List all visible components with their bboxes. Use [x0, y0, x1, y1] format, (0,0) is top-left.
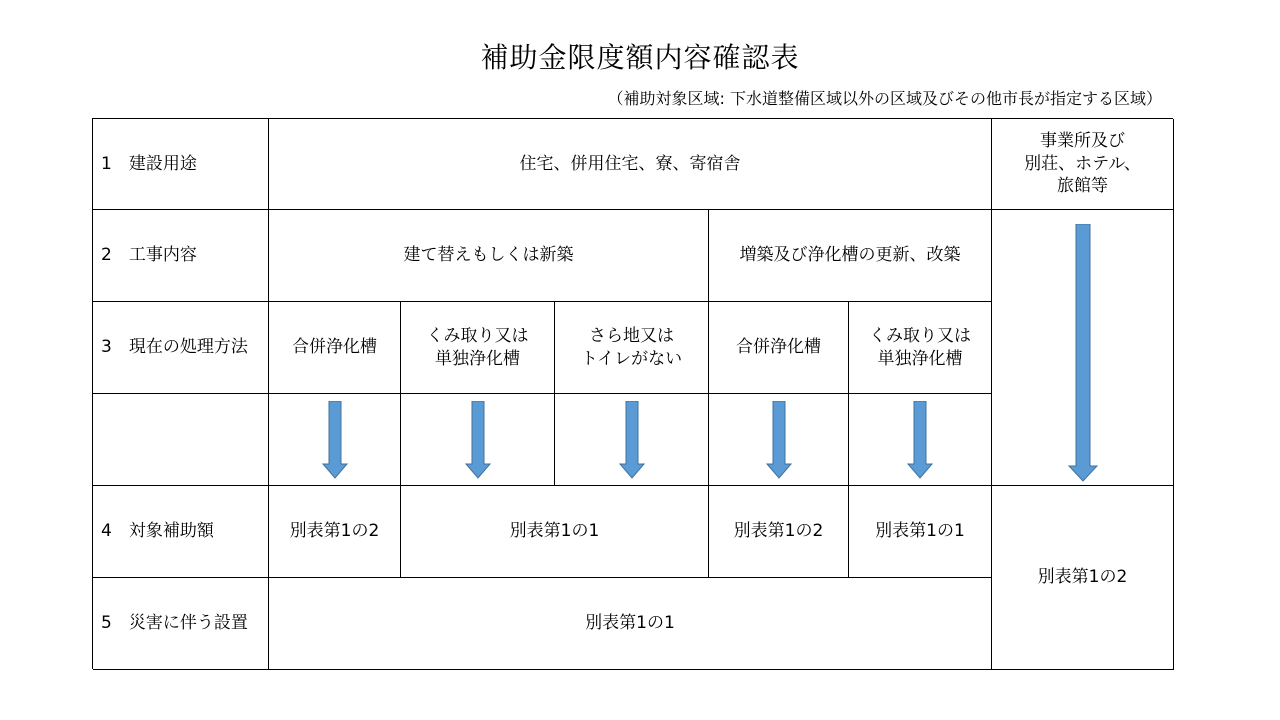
row1-building-use: 住宅、併用住宅、寮、寄宿舎	[269, 119, 992, 210]
row3-col3: さら地又は トイレがない	[555, 302, 709, 394]
down-arrow-icon	[992, 210, 1173, 485]
confirmation-table	[92, 118, 1173, 669]
row1-label: 1 建設用途	[93, 119, 269, 210]
row4-col23: 別表第1の1	[401, 486, 709, 578]
row4-col1: 別表第1の2	[269, 486, 401, 578]
row4-label: 4 対象補助額	[93, 486, 269, 578]
row3-col2: くみ取り又は 単独浄化槽	[401, 302, 555, 394]
business-arrow-cell	[992, 210, 1174, 486]
row3-col5: くみ取り又は 単独浄化槽	[849, 302, 992, 394]
row2-label: 2 工事内容	[93, 210, 269, 302]
down-arrow-icon	[559, 394, 704, 485]
arrow-cell-1	[269, 394, 401, 486]
arrow-cell-3	[555, 394, 709, 486]
row3-col4: 合併浄化槽	[709, 302, 849, 394]
page-subtitle: （補助対象区域: 下水道整備区域以外の区域及びその他市長が指定する区域）	[607, 89, 1162, 108]
row5-disaster-subsidy: 別表第1の1	[269, 578, 992, 670]
down-arrow-icon	[853, 394, 987, 485]
row3-col1: 合併浄化槽	[269, 302, 401, 394]
row4-col5: 別表第1の1	[849, 486, 992, 578]
business-subsidy: 別表第1の2	[992, 486, 1174, 670]
row4-col4: 別表第1の2	[709, 486, 849, 578]
row3-label: 3 現在の処理方法	[93, 302, 269, 394]
arrow-cell-2	[401, 394, 555, 486]
row5-label: 5 災害に伴う設置	[93, 578, 269, 670]
arrow-cell-4	[709, 394, 849, 486]
down-arrow-icon	[713, 394, 844, 485]
down-arrow-icon	[273, 394, 396, 485]
row2-extension-renewal: 増築及び浄化槽の更新、改築	[709, 210, 992, 302]
row1-business-use: 事業所及び 別荘、ホテル、 旅館等	[992, 119, 1174, 210]
arrow-row-label	[93, 394, 269, 486]
down-arrow-icon	[405, 394, 550, 485]
row2-rebuild-new: 建て替えもしくは新築	[269, 210, 709, 302]
page-title: 補助金限度額内容確認表	[480, 41, 800, 74]
arrow-cell-5	[849, 394, 992, 486]
